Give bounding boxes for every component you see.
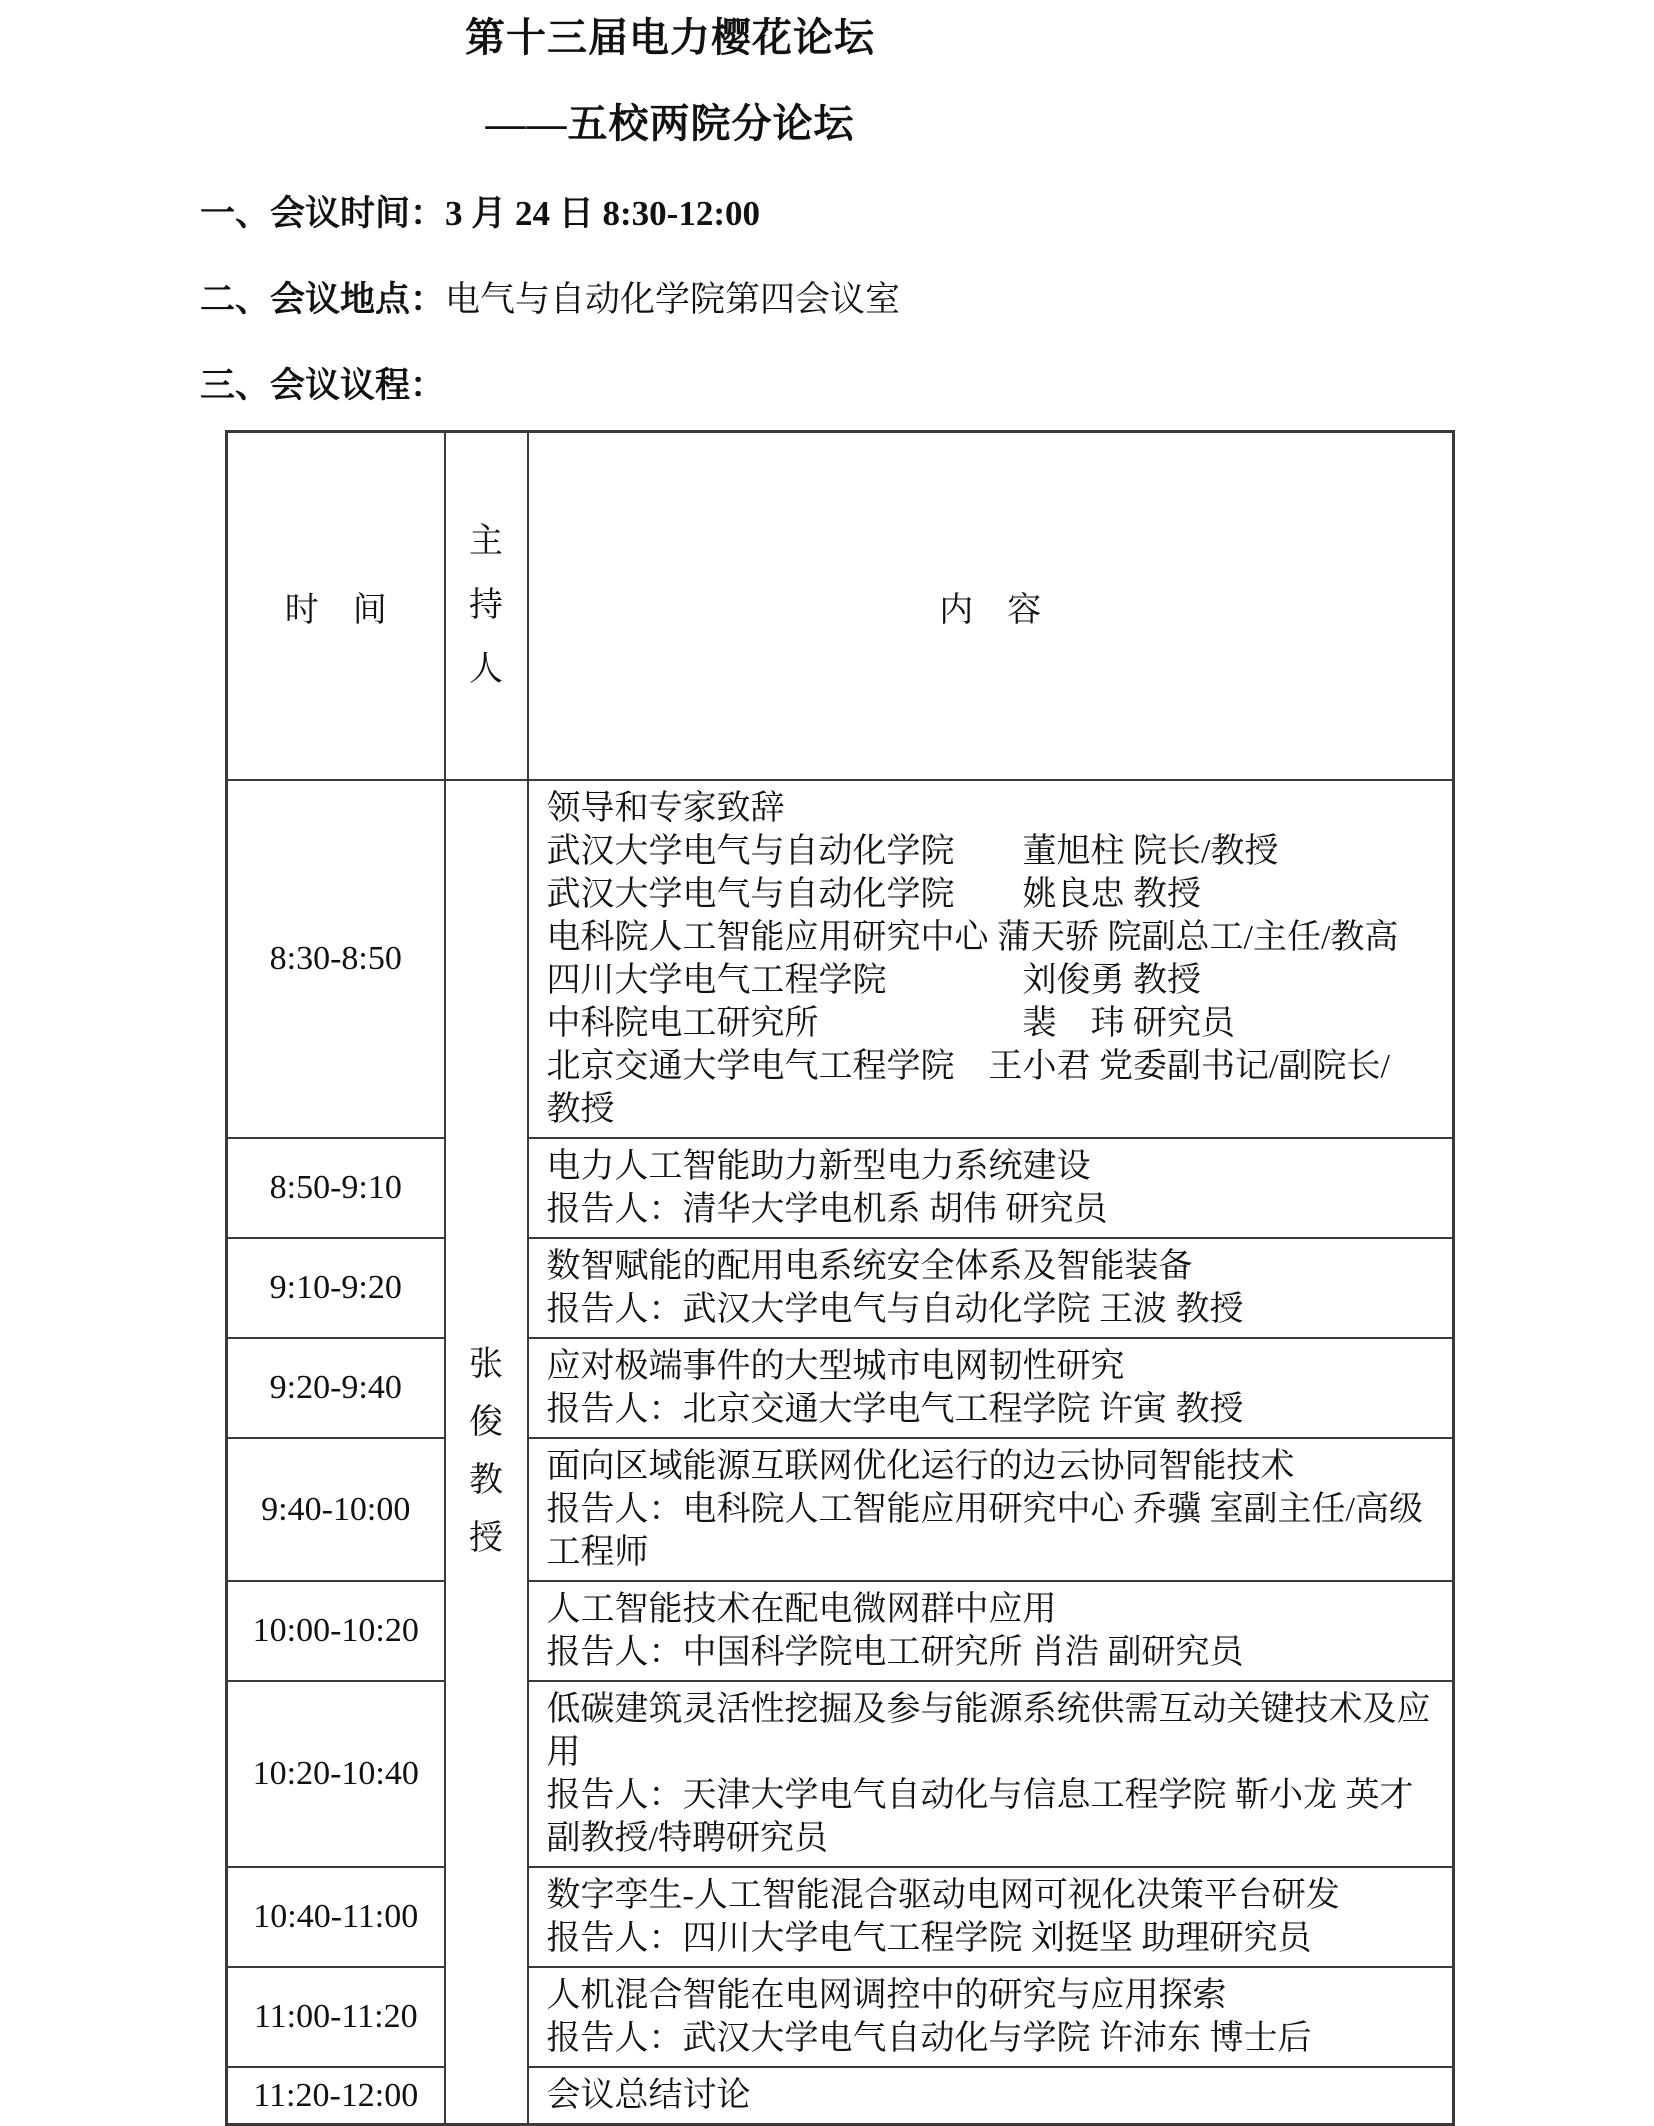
agenda-table-body xyxy=(227,432,1454,2125)
agenda-row-content xyxy=(528,1338,1454,1438)
content-line: 会议总结讨论 xyxy=(546,2077,751,2114)
content-line: 武汉大学电气与自动化学院 董旭柱 院长/教授 xyxy=(546,833,1279,870)
agenda-row-content xyxy=(528,1681,1454,1867)
content-line: 应对极端事件的大型城市电网韧性研究 xyxy=(546,1348,1125,1385)
agenda-row-content xyxy=(528,1438,1454,1581)
content-line: 领导和专家致辞 xyxy=(546,790,785,827)
content-line: 报告人：清华大学电机系 胡伟 研究员 xyxy=(546,1191,1108,1228)
agenda-row-time: 8:30-8:50 xyxy=(227,780,445,1138)
content-line: 人工智能技术在配电微网群中应用 xyxy=(546,1591,1057,1628)
agenda-row-time: 9:10-9:20 xyxy=(227,1238,445,1338)
content-line: 报告人：天津大学电气自动化与信息工程学院 靳小龙 英才 xyxy=(546,1777,1414,1814)
content-line: 面向区域能源互联网优化运行的边云协同智能技术 xyxy=(546,1448,1295,1485)
content-line: 人机混合智能在电网调控中的研究与应用探索 xyxy=(546,1977,1227,2014)
content-line: 电科院人工智能应用研究中心 蒲天骄 院副总工/主任/教高 xyxy=(546,919,1399,956)
agenda-row-content xyxy=(528,1967,1454,2067)
agenda-row xyxy=(227,1681,1454,1867)
content-line: 低碳建筑灵活性挖掘及参与能源系统供需互动关键技术及应 xyxy=(546,1691,1431,1728)
content-line: 报告人：电科院人工智能应用研究中心 乔骥 室副主任/高级 xyxy=(546,1491,1423,1528)
agenda-row-time: 9:40-10:00 xyxy=(227,1438,445,1581)
page-title: 第十三届电力樱花论坛 xyxy=(465,15,875,60)
content-line: 数字孪生-人工智能混合驱动电网可视化决策平台研发 xyxy=(546,1877,1340,1914)
agenda-row xyxy=(227,1138,1454,1238)
agenda-row xyxy=(227,1581,1454,1681)
agenda-row-time: 11:20-12:00 xyxy=(227,2067,445,2125)
agenda-row xyxy=(227,780,1454,1138)
agenda-header-row xyxy=(227,432,1454,781)
agenda-row-time: 8:50-9:10 xyxy=(227,1138,445,1238)
agenda-row xyxy=(227,1438,1454,1581)
host-column-header xyxy=(445,432,528,781)
content-line: 用 xyxy=(546,1734,581,1771)
agenda-row-time: 9:20-9:40 xyxy=(227,1338,445,1438)
content-line: 教授 xyxy=(546,1091,615,1128)
time-column-header: 时 间 xyxy=(227,432,445,781)
agenda-row-content xyxy=(528,1238,1454,1338)
meeting-agenda-line xyxy=(200,366,1654,406)
agenda-row-content xyxy=(528,780,1454,1138)
content-column-header: 内 容 xyxy=(528,432,1454,781)
agenda-row xyxy=(227,1967,1454,2067)
content-line: 电力人工智能助力新型电力系统建设 xyxy=(546,1148,1091,1185)
agenda-row-content xyxy=(528,1138,1454,1238)
content-line: 数智赋能的配用电系统安全体系及智能装备 xyxy=(546,1248,1193,1285)
agenda-row-time: 11:00-11:20 xyxy=(227,1967,445,2067)
agenda-row-time: 10:20-10:40 xyxy=(227,1681,445,1867)
agenda-row-content xyxy=(528,1867,1454,1967)
meeting-location-line xyxy=(200,280,1654,320)
host-cell xyxy=(445,780,528,2125)
page-subtitle: ——五校两院分论坛 xyxy=(485,101,855,146)
agenda-table xyxy=(225,430,1455,2126)
meeting-agenda-label: 三、会议议程： xyxy=(200,366,446,405)
agenda-row-content xyxy=(528,1581,1454,1681)
meeting-time-label: 一、会议时间： xyxy=(200,194,446,233)
content-line: 四川大学电气工程学院 刘俊勇 教授 xyxy=(546,962,1201,999)
content-line: 工程师 xyxy=(546,1534,649,1571)
meeting-time-value: 3 月 24 日 8:30-12:00 xyxy=(445,194,760,233)
agenda-row xyxy=(227,1867,1454,1967)
content-line: 报告人：北京交通大学电气工程学院 许寅 教授 xyxy=(546,1391,1244,1428)
host-column-header-text: 主持人 xyxy=(469,523,503,688)
host-name: 张俊教授 xyxy=(469,1346,503,1557)
content-line: 中科院电工研究所 裴 玮 研究员 xyxy=(546,1005,1235,1042)
agenda-row-time: 10:00-10:20 xyxy=(227,1581,445,1681)
content-line: 北京交通大学电气工程学院 王小君 党委副书记/副院长/ xyxy=(546,1048,1390,1085)
content-line: 副教授/特聘研究员 xyxy=(546,1820,828,1857)
content-line: 武汉大学电气与自动化学院 姚良忠 教授 xyxy=(546,876,1201,913)
meeting-location-value: 电气与自动化学院第四会议室 xyxy=(445,280,901,319)
content-line: 报告人：中国科学院电工研究所 肖浩 副研究员 xyxy=(546,1634,1244,1671)
content-line: 报告人：武汉大学电气自动化与学院 许沛东 博士后 xyxy=(546,2020,1312,2057)
title-block xyxy=(0,0,1340,148)
meeting-location-label: 二、会议地点： xyxy=(200,280,446,319)
content-line: 报告人：四川大学电气工程学院 刘挺坚 助理研究员 xyxy=(546,1920,1312,1957)
agenda-row-time: 10:40-11:00 xyxy=(227,1867,445,1967)
content-line: 报告人：武汉大学电气与自动化学院 王波 教授 xyxy=(546,1291,1244,1328)
agenda-row xyxy=(227,1338,1454,1438)
agenda-row xyxy=(227,2067,1454,2125)
meeting-time-line xyxy=(200,194,1654,234)
agenda-row-content xyxy=(528,2067,1454,2125)
agenda-row xyxy=(227,1238,1454,1338)
